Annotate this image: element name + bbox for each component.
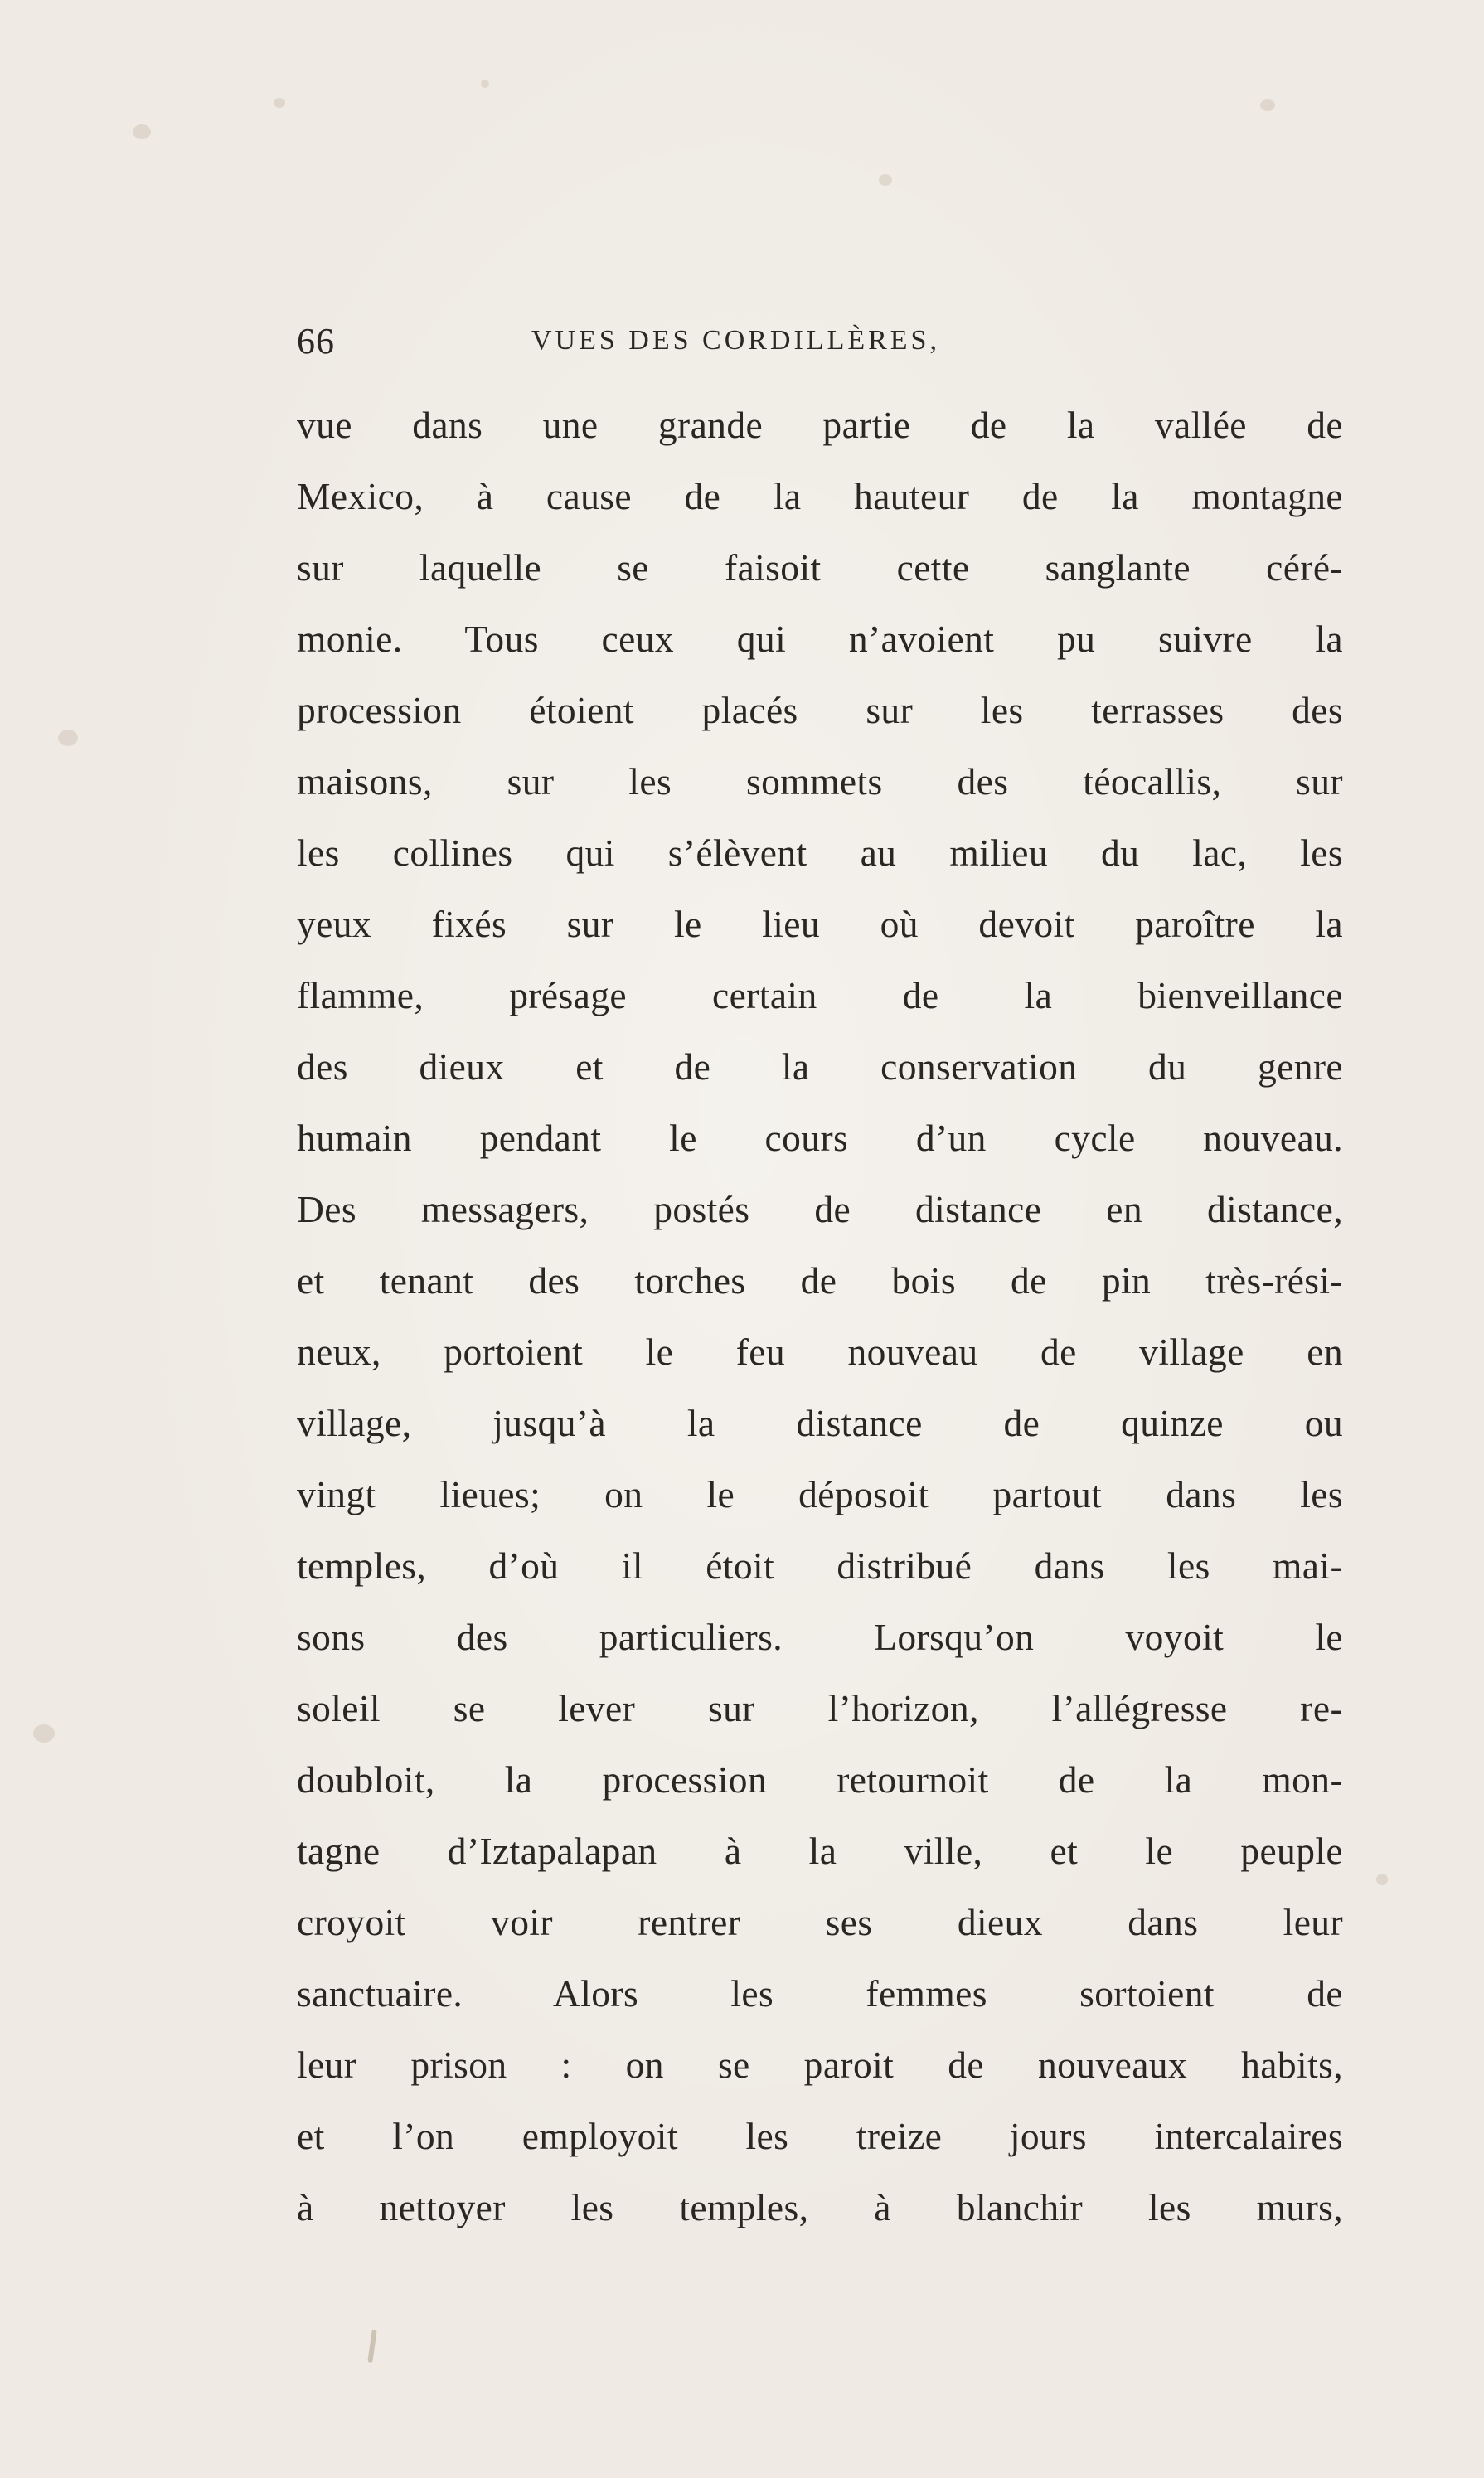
text-line: humain pendant le cours d’un cycle nouveau. [297,1117,1343,1159]
text-line: monie. Tous ceux qui n’avoient pu suivre la [297,618,1343,660]
text-line: flamme, présage certain de la bienveillance [297,974,1343,1016]
text-line: village, jusqu’à la distance de quinze ou [297,1402,1343,1444]
pencil-mark [367,2330,377,2363]
paper-stain [58,730,78,746]
text-line: à nettoyer les temples, à blanchir les murs, [297,2186,1343,2228]
text-line: Mexico, à cause de la hauteur de la montagne [297,475,1343,517]
text-line: et tenant des torches de bois de pin très-rési- [297,1259,1343,1302]
paper-stain [274,98,285,108]
paper-stain [1376,1874,1388,1885]
paper-stain [481,80,489,88]
text-line: neux, portoient le feu nouveau de village en [297,1331,1343,1373]
paper-stain [33,1724,55,1743]
text-line: croyoit voir rentrer ses dieux dans leur [297,1901,1343,1943]
body-text [297,390,1343,2243]
text-line: vue dans une grande partie de la vallée de [297,404,1343,446]
paper-stain [133,124,151,139]
paper-stain [1260,99,1275,111]
text-line: procession étoient placés sur les terrasses des [297,689,1343,731]
text-line: Des messagers, postés de distance en distance, [297,1188,1343,1230]
page-number: 66 [297,321,335,361]
text-line: temples, d’où il étoit distribué dans les mai- [297,1545,1343,1587]
text-line: des dieux et de la conservation du genre [297,1045,1343,1088]
running-head: VUES DES CORDILLÈRES, [531,325,940,356]
text-line: et l’on employoit les treize jours intercalaires [297,2115,1343,2157]
text-line: tagne d’Iztapalapan à la ville, et le peuple [297,1830,1343,1872]
text-line: doubloit, la procession retournoit de la mon- [297,1758,1343,1801]
page-header [297,320,1343,378]
text-line: maisons, sur les sommets des téocallis, sur [297,760,1343,803]
text-line: sur laquelle se faisoit cette sanglante céré- [297,546,1343,589]
text-line: les collines qui s’élèvent au milieu du lac, les [297,832,1343,874]
text-line: leur prison : on se paroit de nouveaux habits, [297,2044,1343,2086]
text-line: yeux fixés sur le lieu où devoit paroître la [297,903,1343,945]
paper-stain [879,174,892,186]
text-line: vingt lieues; on le déposoit partout dans les [297,1473,1343,1515]
text-line: sanctuaire. Alors les femmes sortoient de [297,1972,1343,2015]
text-line: soleil se lever sur l’horizon, l’allégresse re- [297,1687,1343,1729]
text-line: sons des particuliers. Lorsqu’on voyoit le [297,1616,1343,1658]
